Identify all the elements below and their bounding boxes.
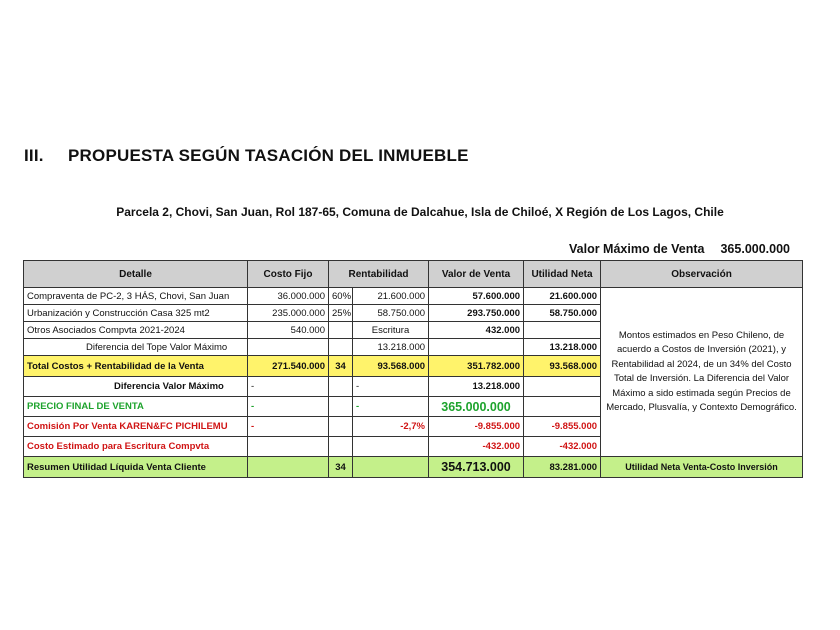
cell-costo: - [248, 377, 329, 397]
cell-pct [329, 437, 353, 457]
section-number: III. [24, 146, 44, 165]
cell-costo: 235.000.000 [248, 305, 329, 322]
cell-pct [329, 417, 353, 437]
cell-utilidad: 83.281.000 [524, 457, 601, 478]
cell-utilidad [524, 397, 601, 417]
cell-pct [329, 397, 353, 417]
cell-detalle: Diferencia del Tope Valor Máximo [24, 339, 248, 356]
cell-observacion: Utilidad Neta Venta-Costo Inversión [601, 457, 803, 478]
cell-venta: -9.855.000 [429, 417, 524, 437]
cell-utilidad: 58.750.000 [524, 305, 601, 322]
cell-detalle: Comisión Por Venta KAREN&FC PICHILEMU [24, 417, 248, 437]
cell-detalle: Total Costos + Rentabilidad de la Venta [24, 356, 248, 377]
observation-note: Montos estimados en Peso Chileno, de acuerdo a Costos de Inversión (2021), y Rentabilidad al 2024, de un 34% del Costo Total de Inversión. La Diferencia del Valor Máximo a sido estimada según Precios de Mercado, Plusvalía, y Contexto Demográfico. [601, 288, 803, 457]
cell-venta: 293.750.000 [429, 305, 524, 322]
cell-rentabilidad: 21.600.000 [353, 288, 429, 305]
cell-pct: 60% [329, 288, 353, 305]
section-title: PROPUESTA SEGÚN TASACIÓN DEL INMUEBLE [68, 146, 469, 165]
table-header-row [24, 261, 803, 288]
table-row [24, 288, 803, 305]
max-sale-value-line [569, 242, 790, 256]
cell-costo [248, 457, 329, 478]
property-address: Parcela 2, Chovi, San Juan, Rol 187-65, Comuna de Dalcahue, Isla de Chiloé, X Región de Los Lagos, Chile [116, 205, 724, 219]
cell-venta: 354.713.000 [429, 457, 524, 478]
cell-detalle: PRECIO FINAL DE VENTA [24, 397, 248, 417]
cell-detalle: Costo Estimado para Escritura Compvta [24, 437, 248, 457]
cell-costo: - [248, 417, 329, 437]
header-costo-fijo: Costo Fijo [248, 261, 329, 288]
cell-pct [329, 339, 353, 356]
cell-rentabilidad: 93.568.000 [353, 356, 429, 377]
cell-pct [329, 377, 353, 397]
cell-rentabilidad: 58.750.000 [353, 305, 429, 322]
cell-rentabilidad [353, 437, 429, 457]
summary-row [24, 457, 803, 478]
section-heading [24, 146, 469, 166]
cell-detalle: Diferencia Valor Máximo [24, 377, 248, 397]
cell-rentabilidad: 13.218.000 [353, 339, 429, 356]
cell-venta: 351.782.000 [429, 356, 524, 377]
cell-rentabilidad: - [353, 397, 429, 417]
cell-pct: 34 [329, 457, 353, 478]
cell-rentabilidad: -2,7% [353, 417, 429, 437]
header-rentabilidad: Rentabilidad [329, 261, 429, 288]
cell-detalle: Compraventa de PC-2, 3 HÁS, Chovi, San Juan [24, 288, 248, 305]
cell-pct [329, 322, 353, 339]
cell-rentabilidad: Escritura [353, 322, 429, 339]
cell-costo: 271.540.000 [248, 356, 329, 377]
cell-utilidad [524, 377, 601, 397]
cell-costo: 36.000.000 [248, 288, 329, 305]
cell-detalle: Otros Asociados Compvta 2021-2024 [24, 322, 248, 339]
cell-pct: 34 [329, 356, 353, 377]
cell-utilidad: 93.568.000 [524, 356, 601, 377]
cell-utilidad [524, 322, 601, 339]
cell-venta [429, 339, 524, 356]
cell-utilidad: 13.218.000 [524, 339, 601, 356]
cell-utilidad: 21.600.000 [524, 288, 601, 305]
max-sale-value: 365.000.000 [720, 242, 790, 256]
cell-costo: - [248, 397, 329, 417]
cell-rentabilidad: - [353, 377, 429, 397]
cell-venta: 13.218.000 [429, 377, 524, 397]
cell-venta: 57.600.000 [429, 288, 524, 305]
cell-utilidad: -9.855.000 [524, 417, 601, 437]
cell-pct: 25% [329, 305, 353, 322]
cell-costo: 540.000 [248, 322, 329, 339]
max-sale-label: Valor Máximo de Venta [569, 242, 705, 256]
header-detalle: Detalle [24, 261, 248, 288]
cell-venta: 365.000.000 [429, 397, 524, 417]
cell-rentabilidad [353, 457, 429, 478]
cell-costo [248, 339, 329, 356]
cell-detalle: Urbanización y Construcción Casa 325 mt2 [24, 305, 248, 322]
cell-costo [248, 437, 329, 457]
cell-venta: -432.000 [429, 437, 524, 457]
header-valor-venta: Valor de Venta [429, 261, 524, 288]
cell-venta: 432.000 [429, 322, 524, 339]
cell-detalle: Resumen Utilidad Líquida Venta Cliente [24, 457, 248, 478]
header-utilidad-neta: Utilidad Neta [524, 261, 601, 288]
header-observacion: Observación [601, 261, 803, 288]
investment-table [23, 260, 803, 478]
cell-utilidad: -432.000 [524, 437, 601, 457]
